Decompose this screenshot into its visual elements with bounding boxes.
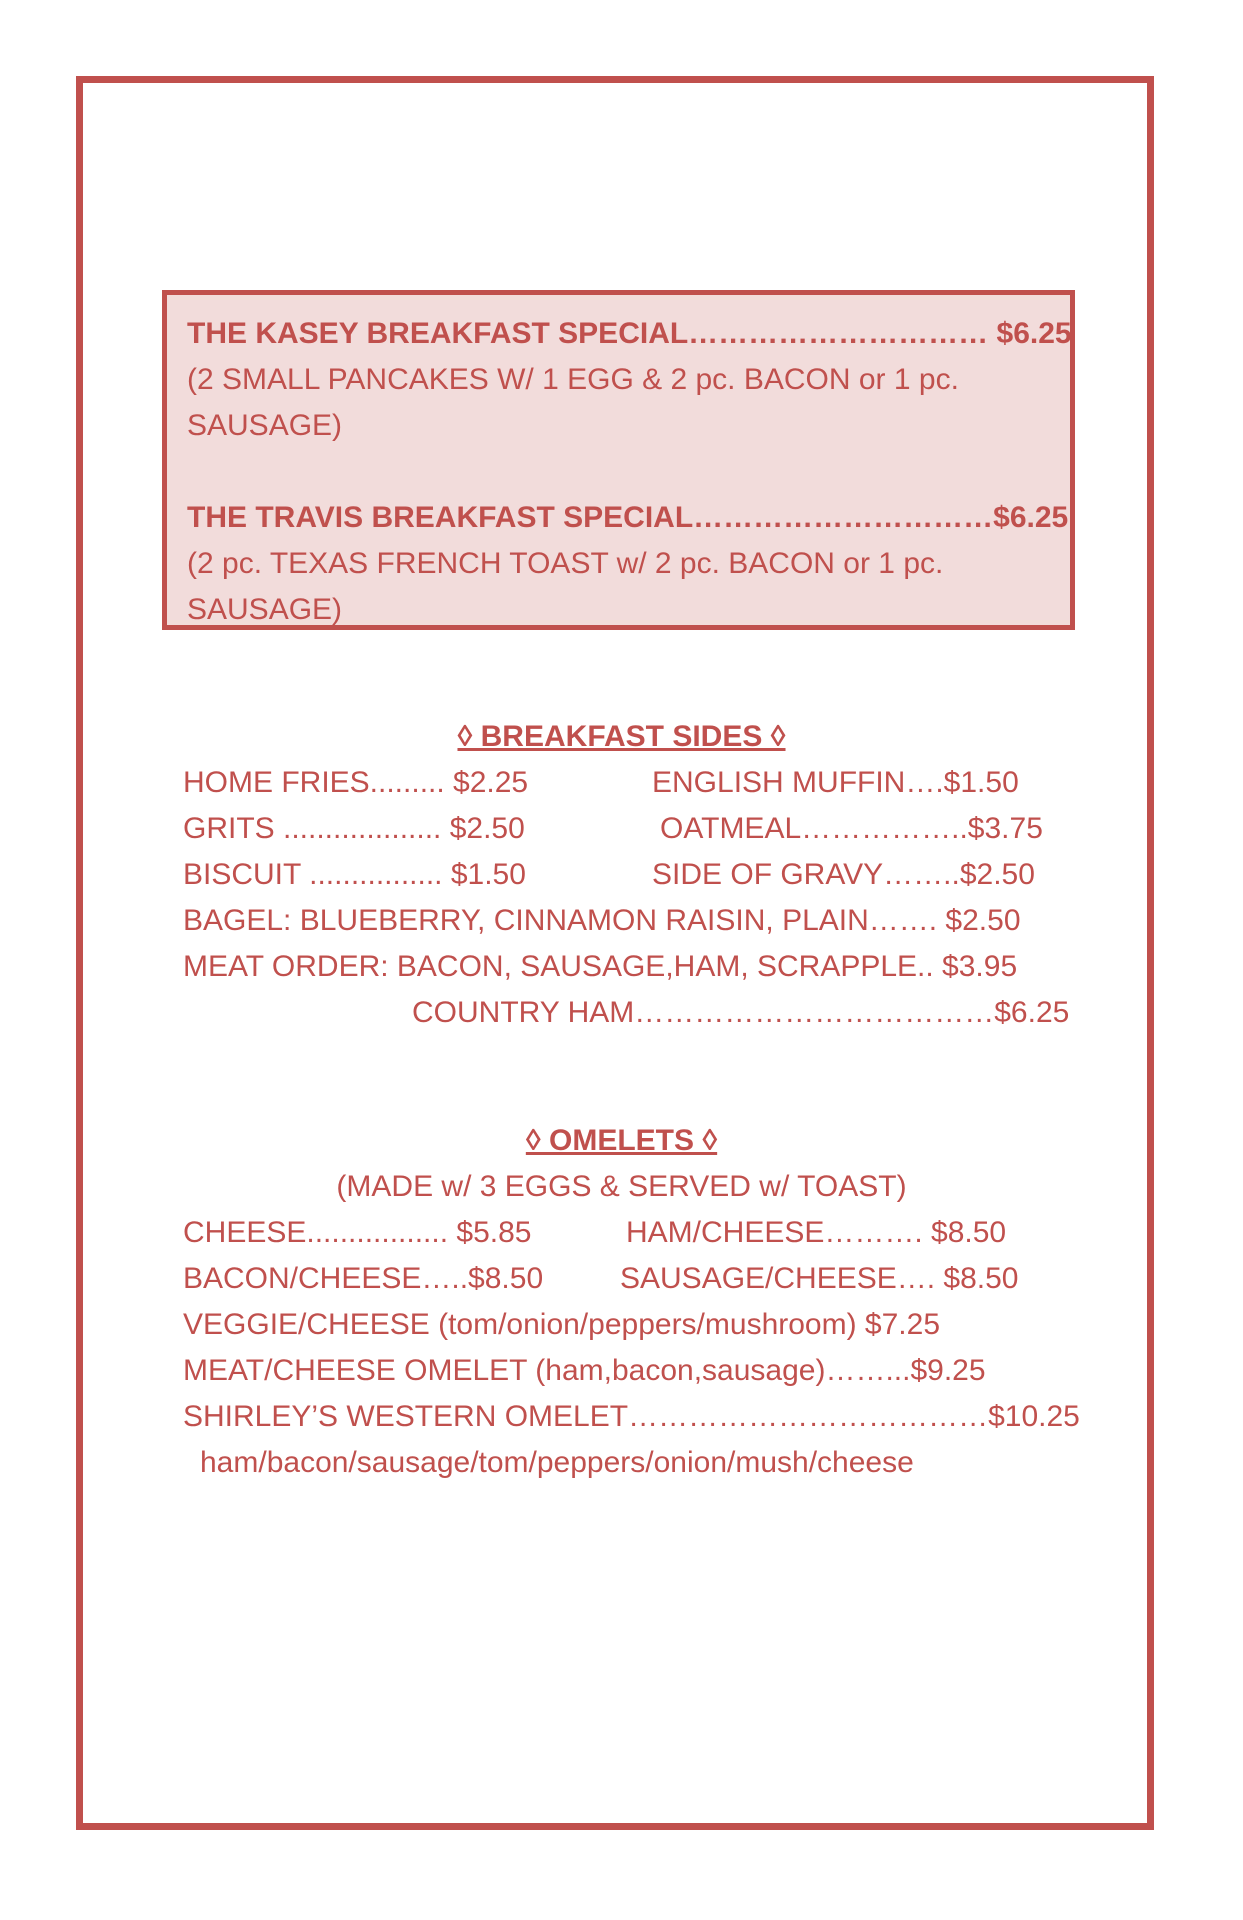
special-title: THE TRAVIS BREAKFAST SPECIAL…………………………$6.25 [187, 501, 1069, 534]
side-item: HOME FRIES......... $2.25 [183, 766, 529, 799]
special-description: SAUSAGE) [187, 409, 343, 442]
side-item: BISCUIT ................ $1.50 [183, 858, 526, 891]
side-item: OATMEAL……………..$3.75 [660, 812, 1043, 845]
omelets-heading: ◊ OMELETS ◊ [525, 1124, 718, 1157]
special-description: (2 pc. TEXAS FRENCH TOAST w/ 2 pc. BACON or 1 pc. [187, 547, 944, 580]
side-item: SIDE OF GRAVY……..$2.50 [652, 858, 1035, 891]
side-item-country-ham: COUNTRY HAM………………………………$6.25 [412, 996, 1070, 1029]
omelets-subheading: (MADE w/ 3 EGGS & SERVED w/ TOAST) [336, 1170, 907, 1203]
special-description: SAUSAGE) [187, 593, 343, 626]
side-item-bagel: BAGEL: BLUEBERRY, CINNAMON RAISIN, PLAIN……. $2.50 [183, 904, 1021, 937]
special-title: THE KASEY BREAKFAST SPECIAL………………………… $6.25 [187, 317, 1072, 350]
special-description: (2 SMALL PANCAKES W/ 1 EGG & 2 pc. BACON or 1 pc. [187, 363, 959, 396]
omelet-item-western: SHIRLEY’S WESTERN OMELET………………………………$10.25 [183, 1400, 1080, 1433]
omelet-item: HAM/CHEESE………. $8.50 [626, 1216, 1007, 1249]
omelet-item-veggie: VEGGIE/CHEESE (tom/onion/peppers/mushroom) $7.25 [183, 1308, 941, 1341]
omelet-western-description: ham/bacon/sausage/tom/peppers/onion/mush/cheese [200, 1446, 914, 1479]
specials-box [162, 290, 1075, 630]
breakfast-sides-heading: ◊ BREAKFAST SIDES ◊ [457, 720, 786, 753]
omelet-item-meat: MEAT/CHEESE OMELET (ham,bacon,sausage)……...$9.25 [183, 1354, 986, 1387]
side-item-meat-order: MEAT ORDER: BACON, SAUSAGE,HAM, SCRAPPLE.. $3.95 [183, 950, 1018, 983]
omelet-item: CHEESE................. $5.85 [183, 1216, 532, 1249]
side-item: GRITS ................... $2.50 [183, 812, 525, 845]
omelet-item: SAUSAGE/CHEESE…. $8.50 [620, 1262, 1019, 1295]
side-item: ENGLISH MUFFIN….$1.50 [652, 766, 1019, 799]
omelet-item: BACON/CHEESE…..$8.50 [183, 1262, 544, 1295]
